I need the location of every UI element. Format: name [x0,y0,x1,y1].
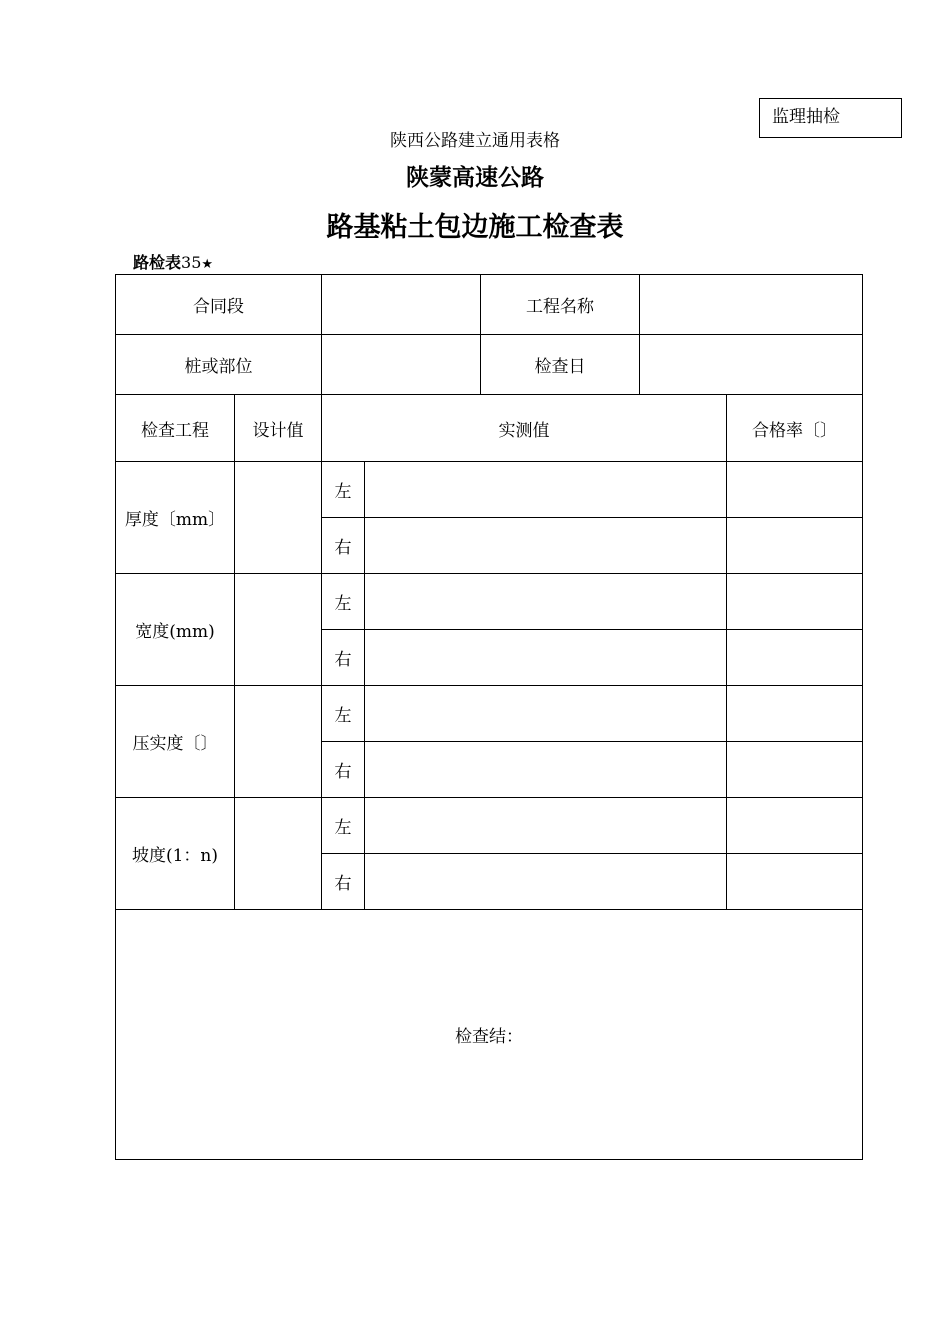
conclusion-cell[interactable] [116,910,863,1160]
right-side-label: 右 [322,630,365,686]
form-code-prefix: 路检表 [133,253,182,272]
pass-rate-cell[interactable] [727,574,863,630]
star-icon: ★ [201,257,214,272]
left-side-label: 左 [322,798,365,854]
compaction-item-label: 压实度〔〕 [116,686,235,798]
project-title: 陕蒙高速公路 [406,165,544,191]
design-value-cell[interactable] [235,686,322,798]
pass-rate-cell[interactable] [727,686,863,742]
item-column-header: 检查工程 [116,395,235,462]
station-label: 桩或部位 [116,335,322,395]
pass-rate-column-header: 合格率〔〕 [727,395,863,462]
date-value-cell[interactable] [640,335,863,395]
pass-rate-cell[interactable] [727,462,863,518]
design-value-cell[interactable] [235,798,322,910]
stamp-label: 监理抽检 [772,107,840,127]
contract-row [116,275,863,335]
measured-value-cell[interactable] [365,686,727,742]
conclusion-label: 检查结： [455,1027,523,1047]
conclusion-row [116,910,863,1160]
form-code [133,250,213,273]
form-code-number: 35 [181,253,202,272]
slope-item-label: 坡度(1：n) [116,798,235,910]
form-series-subtitle: 陕西公路建立通用表格 [390,131,560,151]
pass-rate-cell[interactable] [727,742,863,798]
table-row [116,798,863,854]
design-column-header: 设计值 [235,395,322,462]
design-value-cell[interactable] [235,574,322,686]
width-item-label: 宽度(mm) [116,574,235,686]
measured-value-cell[interactable] [365,574,727,630]
design-value-cell[interactable] [235,462,322,574]
thickness-item-label: 厚度〔mm〕 [116,462,235,574]
right-side-label: 右 [322,518,365,574]
pass-rate-cell[interactable] [727,798,863,854]
measured-value-cell[interactable] [365,854,727,910]
measured-column-header: 实测值 [322,395,727,462]
pass-rate-cell[interactable] [727,854,863,910]
left-side-label: 左 [322,462,365,518]
measured-value-cell[interactable] [365,462,727,518]
project-name-value-cell[interactable] [640,275,863,335]
pass-rate-cell[interactable] [727,518,863,574]
form-title: 路基粘土包边施工检查表 [326,212,624,243]
column-header-row [116,395,863,462]
table-row [116,574,863,630]
right-side-label: 右 [322,742,365,798]
measured-value-cell[interactable] [365,518,727,574]
right-side-label: 右 [322,854,365,910]
table-row [116,462,863,518]
inspection-table [115,274,863,1160]
contract-value-cell[interactable] [322,275,481,335]
measured-value-cell[interactable] [365,630,727,686]
left-side-label: 左 [322,686,365,742]
pass-rate-cell[interactable] [727,630,863,686]
measured-value-cell[interactable] [365,742,727,798]
date-label: 检查日 [481,335,640,395]
station-row [116,335,863,395]
left-side-label: 左 [322,574,365,630]
contract-label: 合同段 [116,275,322,335]
project-name-label: 工程名称 [481,275,640,335]
table-row [116,686,863,742]
measured-value-cell[interactable] [365,798,727,854]
station-value-cell[interactable] [322,335,481,395]
